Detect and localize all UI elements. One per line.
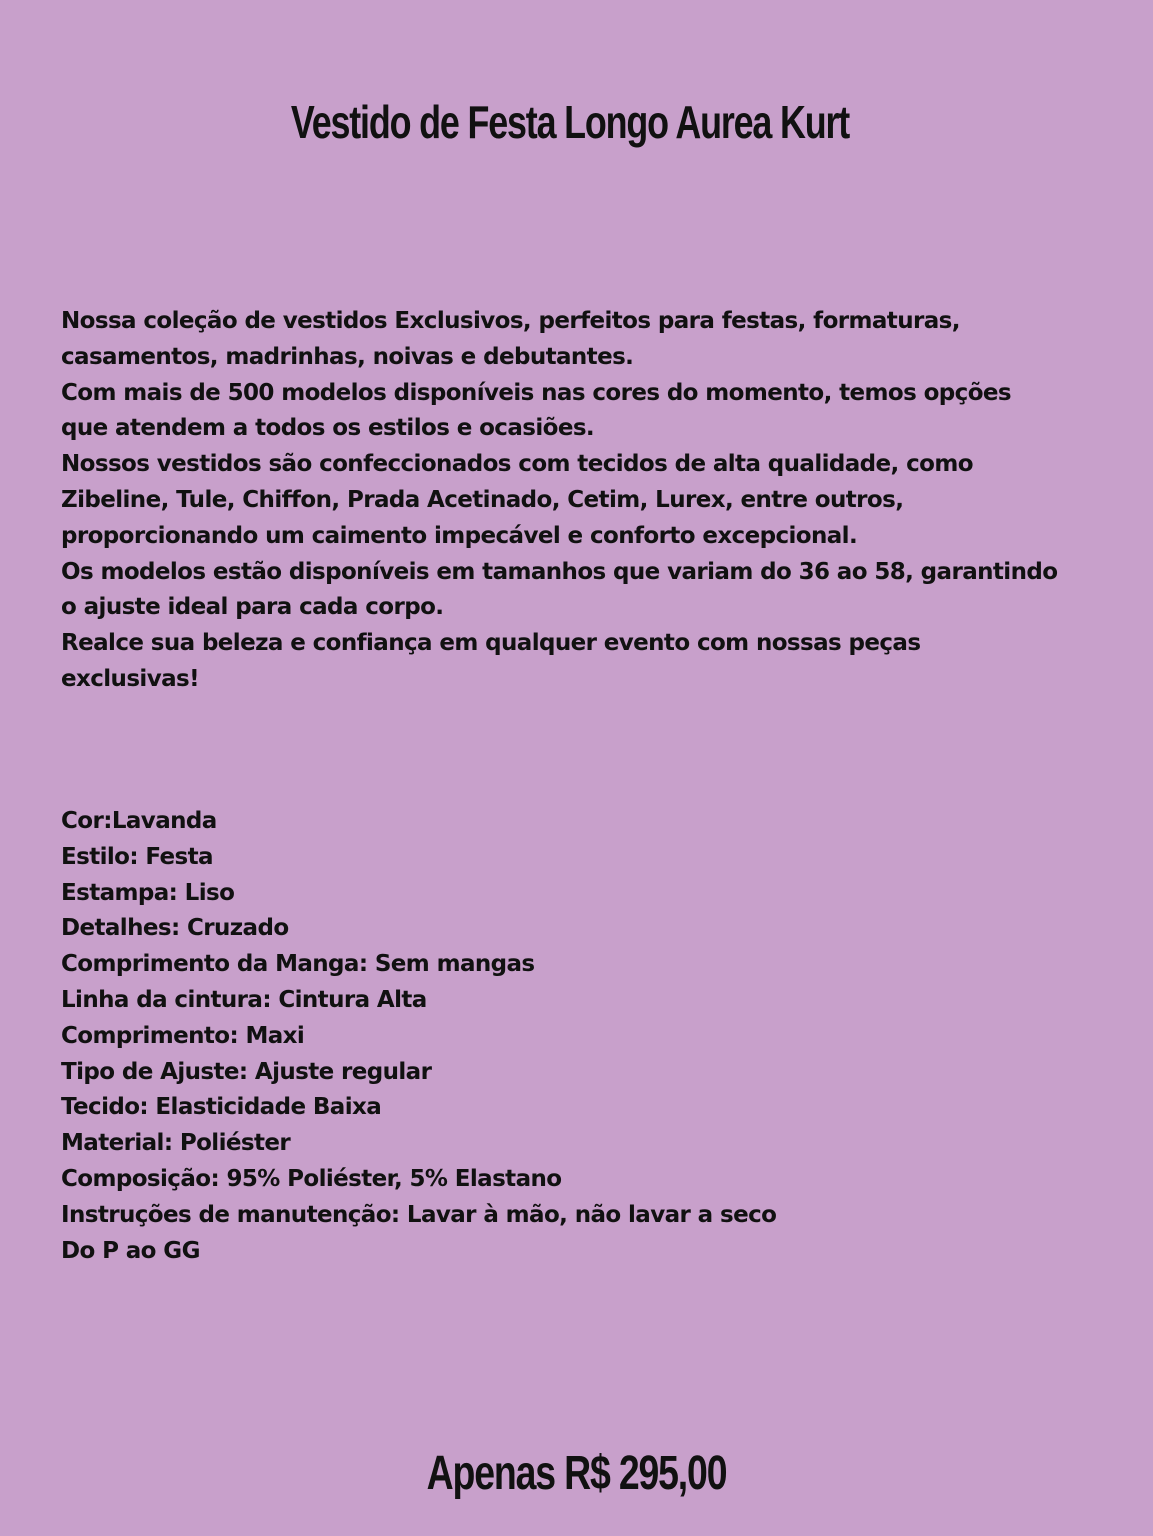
spec-item: Material: Poliéster — [61, 1130, 291, 1157]
spec-item: Comprimento: Maxi — [61, 1022, 305, 1049]
spec-item: Estampa: Liso — [61, 879, 235, 906]
description-paragraph: Nossos vestidos são confeccionados com tecidos de alta qualidade, como Zibeline, Tule, Chiffon, Prada Acetinado, Cetim, Lurex, entre outros, proporcionando um caimento impecável e conforto excepcional. — [61, 451, 973, 549]
spec-item: Tipo de Ajuste: Ajuste regular — [61, 1058, 432, 1085]
spec-item: Comprimento da Manga: Sem mangas — [61, 951, 535, 978]
spec-item: Cor:Lavanda — [61, 808, 217, 834]
spec-item: Instruções de manutenção: Lavar à mão, não lavar a seco — [61, 1201, 777, 1228]
product-title: Vestido de Festa Longo Aurea Kurt — [290, 96, 850, 148]
product-description — [61, 304, 1061, 698]
description-paragraph: Com mais de 500 modelos disponíveis nas cores do momento, temos opções que atendem a todos os estilos e ocasiões. — [61, 379, 1011, 442]
spec-item: Do P ao GG — [61, 1237, 200, 1264]
product-specs-list — [61, 804, 1061, 1269]
product-price: Apenas R$ 295,00 — [426, 1447, 727, 1500]
description-paragraph: Os modelos estão disponíveis em tamanhos que variam do 36 ao 58, garantindo o ajuste ideal para cada corpo. — [61, 558, 1058, 621]
spec-item: Tecido: Elasticidade Baixa — [61, 1094, 382, 1121]
spec-item: Detalhes: Cruzado — [61, 915, 289, 942]
description-paragraph: Nossa coleção de vestidos Exclusivos, perfeitos para festas, formaturas, casamentos, madrinhas, noivas e debutantes. — [61, 308, 960, 370]
description-paragraph: Realce sua beleza e confiança em qualquer evento com nossas peças exclusivas! — [61, 630, 921, 692]
spec-item: Estilo: Festa — [61, 843, 213, 870]
spec-item: Linha da cintura: Cintura Alta — [61, 986, 427, 1013]
spec-item: Composição: 95% Poliéster, 5% Elastano — [61, 1165, 562, 1192]
